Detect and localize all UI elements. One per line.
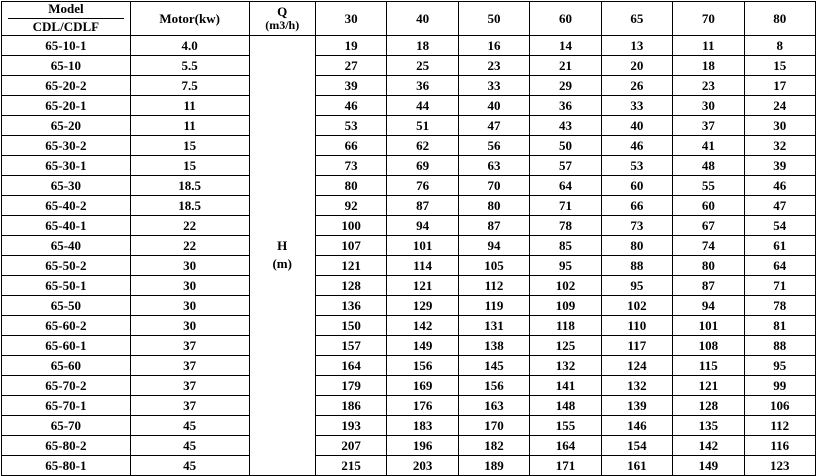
cell-head-70: 121 bbox=[673, 375, 744, 395]
table-row bbox=[2, 395, 816, 415]
cell-head-65: 26 bbox=[601, 75, 672, 95]
cell-head-50: 145 bbox=[458, 355, 529, 375]
cell-head-40: 87 bbox=[387, 195, 458, 215]
cell-model: 65-40-1 bbox=[2, 215, 131, 235]
table-row bbox=[2, 255, 816, 275]
cell-head-70: 135 bbox=[673, 415, 744, 435]
cell-head-70: 87 bbox=[673, 275, 744, 295]
cell-head-30: 193 bbox=[315, 415, 386, 435]
cell-head-70: 115 bbox=[673, 355, 744, 375]
cell-head-65: 53 bbox=[601, 155, 672, 175]
table-row bbox=[2, 215, 816, 235]
cell-head-65: 33 bbox=[601, 95, 672, 115]
cell-head-50: 70 bbox=[458, 175, 529, 195]
table-row bbox=[2, 275, 816, 295]
cell-head-40: 36 bbox=[387, 75, 458, 95]
header-flow-70: 70 bbox=[673, 2, 744, 36]
cell-motor: 4.0 bbox=[130, 35, 249, 55]
cell-head-65: 117 bbox=[601, 335, 672, 355]
cell-head-40: 169 bbox=[387, 375, 458, 395]
table-row bbox=[2, 315, 816, 335]
table-row bbox=[2, 55, 816, 75]
table-header-row bbox=[2, 2, 816, 36]
cell-model: 65-50 bbox=[2, 295, 131, 315]
cell-motor: 37 bbox=[130, 355, 249, 375]
cell-head-30: 92 bbox=[315, 195, 386, 215]
cell-head-50: 119 bbox=[458, 295, 529, 315]
cell-head-70: 23 bbox=[673, 75, 744, 95]
cell-head-65: 161 bbox=[601, 455, 672, 475]
cell-head-60: 43 bbox=[530, 115, 601, 135]
cell-head-50: 87 bbox=[458, 215, 529, 235]
cell-head-60: 171 bbox=[530, 455, 601, 475]
cell-motor: 37 bbox=[130, 335, 249, 355]
cell-head-30: 73 bbox=[315, 155, 386, 175]
cell-head-60: 141 bbox=[530, 375, 601, 395]
cell-motor: 30 bbox=[130, 255, 249, 275]
table-row bbox=[2, 35, 816, 55]
cell-head-80: 99 bbox=[744, 375, 815, 395]
cell-head-40: 101 bbox=[387, 235, 458, 255]
cell-model: 65-70 bbox=[2, 415, 131, 435]
cell-head-65: 154 bbox=[601, 435, 672, 455]
cell-head-50: 33 bbox=[458, 75, 529, 95]
cell-head-60: 36 bbox=[530, 95, 601, 115]
cell-head-40: 44 bbox=[387, 95, 458, 115]
cell-head-65: 124 bbox=[601, 355, 672, 375]
cell-head-70: 41 bbox=[673, 135, 744, 155]
cell-head-40: 176 bbox=[387, 395, 458, 415]
cell-head-70: 37 bbox=[673, 115, 744, 135]
header-flow-40: 40 bbox=[387, 2, 458, 36]
cell-head-80: 123 bbox=[744, 455, 815, 475]
cell-head-60: 125 bbox=[530, 335, 601, 355]
header-model bbox=[2, 2, 131, 36]
cell-model: 65-20-1 bbox=[2, 95, 131, 115]
cell-head-65: 20 bbox=[601, 55, 672, 75]
header-flowrate bbox=[249, 2, 315, 36]
cell-head-50: 138 bbox=[458, 335, 529, 355]
cell-head-60: 109 bbox=[530, 295, 601, 315]
cell-head-50: 131 bbox=[458, 315, 529, 335]
table-row bbox=[2, 455, 816, 475]
cell-head-60: 102 bbox=[530, 275, 601, 295]
cell-head-50: 170 bbox=[458, 415, 529, 435]
cell-head-80: 61 bbox=[744, 235, 815, 255]
cell-head-40: 18 bbox=[387, 35, 458, 55]
cell-head-30: 121 bbox=[315, 255, 386, 275]
cell-head-50: 163 bbox=[458, 395, 529, 415]
cell-motor: 45 bbox=[130, 415, 249, 435]
cell-head-50: 80 bbox=[458, 195, 529, 215]
cell-head-40: 149 bbox=[387, 335, 458, 355]
cell-head-65: 60 bbox=[601, 175, 672, 195]
cell-motor: 15 bbox=[130, 155, 249, 175]
cell-head-50: 182 bbox=[458, 435, 529, 455]
cell-head-40: 183 bbox=[387, 415, 458, 435]
cell-head-30: 19 bbox=[315, 35, 386, 55]
cell-head-70: 55 bbox=[673, 175, 744, 195]
cell-head-70: 108 bbox=[673, 335, 744, 355]
cell-head-65: 102 bbox=[601, 295, 672, 315]
cell-motor: 37 bbox=[130, 375, 249, 395]
table-row bbox=[2, 155, 816, 175]
cell-head-50: 63 bbox=[458, 155, 529, 175]
cell-model: 65-20 bbox=[2, 115, 131, 135]
cell-head-30: 136 bbox=[315, 295, 386, 315]
cell-model: 65-10 bbox=[2, 55, 131, 75]
cell-head-80: 17 bbox=[744, 75, 815, 95]
cell-head-50: 94 bbox=[458, 235, 529, 255]
cell-head-70: 94 bbox=[673, 295, 744, 315]
cell-head-40: 94 bbox=[387, 215, 458, 235]
table-row bbox=[2, 375, 816, 395]
cell-head-80: 64 bbox=[744, 255, 815, 275]
cell-head-70: 101 bbox=[673, 315, 744, 335]
cell-model: 65-30-2 bbox=[2, 135, 131, 155]
cell-head-30: 39 bbox=[315, 75, 386, 95]
cell-head-65: 139 bbox=[601, 395, 672, 415]
table-row bbox=[2, 195, 816, 215]
cell-head-70: 11 bbox=[673, 35, 744, 55]
table-row bbox=[2, 295, 816, 315]
cell-head-70: 30 bbox=[673, 95, 744, 115]
cell-head-60: 95 bbox=[530, 255, 601, 275]
cell-head-40: 25 bbox=[387, 55, 458, 75]
cell-head-70: 60 bbox=[673, 195, 744, 215]
cell-head-50: 16 bbox=[458, 35, 529, 55]
cell-head-65: 66 bbox=[601, 195, 672, 215]
cell-model: 65-20-2 bbox=[2, 75, 131, 95]
cell-model: 65-80-1 bbox=[2, 455, 131, 475]
cell-head-30: 46 bbox=[315, 95, 386, 115]
cell-head-80: 78 bbox=[744, 295, 815, 315]
cell-head-30: 186 bbox=[315, 395, 386, 415]
head-symbol: H bbox=[277, 238, 288, 254]
cell-motor: 45 bbox=[130, 435, 249, 455]
cell-motor: 22 bbox=[130, 215, 249, 235]
cell-motor: 37 bbox=[130, 395, 249, 415]
cell-head-30: 53 bbox=[315, 115, 386, 135]
cell-motor: 5.5 bbox=[130, 55, 249, 75]
cell-model: 65-50-1 bbox=[2, 275, 131, 295]
cell-head-80: 47 bbox=[744, 195, 815, 215]
header-model-top: Model bbox=[48, 1, 84, 16]
cell-motor: 45 bbox=[130, 455, 249, 475]
cell-model: 65-10-1 bbox=[2, 35, 131, 55]
cell-head-60: 132 bbox=[530, 355, 601, 375]
cell-head-60: 118 bbox=[530, 315, 601, 335]
cell-head-40: 196 bbox=[387, 435, 458, 455]
cell-motor: 22 bbox=[130, 235, 249, 255]
cell-head-80: 116 bbox=[744, 435, 815, 455]
cell-head-30: 179 bbox=[315, 375, 386, 395]
table-row bbox=[2, 435, 816, 455]
cell-head-40: 121 bbox=[387, 275, 458, 295]
head-unit: (m) bbox=[272, 256, 292, 272]
cell-model: 65-30 bbox=[2, 175, 131, 195]
cell-head-60: 78 bbox=[530, 215, 601, 235]
cell-head-60: 57 bbox=[530, 155, 601, 175]
table-row bbox=[2, 75, 816, 95]
header-flow-50: 50 bbox=[458, 2, 529, 36]
cell-head-40: 142 bbox=[387, 315, 458, 335]
table-row bbox=[2, 175, 816, 195]
cell-head-65: 46 bbox=[601, 135, 672, 155]
header-flow-60: 60 bbox=[530, 2, 601, 36]
cell-head-40: 51 bbox=[387, 115, 458, 135]
cell-head-65: 88 bbox=[601, 255, 672, 275]
cell-head-50: 23 bbox=[458, 55, 529, 75]
cell-head-70: 67 bbox=[673, 215, 744, 235]
cell-head-60: 155 bbox=[530, 415, 601, 435]
cell-head-30: 164 bbox=[315, 355, 386, 375]
cell-head-30: 150 bbox=[315, 315, 386, 335]
cell-head-60: 71 bbox=[530, 195, 601, 215]
cell-motor: 11 bbox=[130, 95, 249, 115]
cell-head-65: 40 bbox=[601, 115, 672, 135]
cell-head-60: 85 bbox=[530, 235, 601, 255]
cell-head-80: 24 bbox=[744, 95, 815, 115]
pump-performance-table bbox=[1, 1, 816, 476]
cell-head-70: 142 bbox=[673, 435, 744, 455]
head-axis-label bbox=[249, 35, 315, 475]
cell-model: 65-80-2 bbox=[2, 435, 131, 455]
table-row bbox=[2, 135, 816, 155]
cell-head-30: 215 bbox=[315, 455, 386, 475]
cell-model: 65-60 bbox=[2, 355, 131, 375]
cell-head-65: 80 bbox=[601, 235, 672, 255]
cell-head-40: 156 bbox=[387, 355, 458, 375]
cell-head-60: 64 bbox=[530, 175, 601, 195]
cell-head-50: 189 bbox=[458, 455, 529, 475]
table-row bbox=[2, 235, 816, 255]
cell-model: 65-50-2 bbox=[2, 255, 131, 275]
cell-head-40: 114 bbox=[387, 255, 458, 275]
cell-head-80: 15 bbox=[744, 55, 815, 75]
cell-head-80: 32 bbox=[744, 135, 815, 155]
cell-head-40: 69 bbox=[387, 155, 458, 175]
header-model-bottom: CDL/CDLF bbox=[32, 18, 100, 34]
cell-head-40: 203 bbox=[387, 455, 458, 475]
cell-head-80: 30 bbox=[744, 115, 815, 135]
cell-head-60: 14 bbox=[530, 35, 601, 55]
cell-head-40: 76 bbox=[387, 175, 458, 195]
table-row bbox=[2, 95, 816, 115]
cell-motor: 30 bbox=[130, 315, 249, 335]
cell-head-30: 27 bbox=[315, 55, 386, 75]
cell-head-30: 128 bbox=[315, 275, 386, 295]
cell-model: 65-70-1 bbox=[2, 395, 131, 415]
cell-head-70: 18 bbox=[673, 55, 744, 75]
cell-head-30: 66 bbox=[315, 135, 386, 155]
cell-motor: 15 bbox=[130, 135, 249, 155]
cell-head-70: 128 bbox=[673, 395, 744, 415]
cell-model: 65-70-2 bbox=[2, 375, 131, 395]
cell-model: 65-40-2 bbox=[2, 195, 131, 215]
cell-head-80: 54 bbox=[744, 215, 815, 235]
cell-motor: 7.5 bbox=[130, 75, 249, 95]
header-flowrate-unit: (m3/h) bbox=[265, 17, 300, 32]
cell-head-70: 149 bbox=[673, 455, 744, 475]
cell-head-50: 112 bbox=[458, 275, 529, 295]
cell-head-80: 46 bbox=[744, 175, 815, 195]
cell-head-70: 80 bbox=[673, 255, 744, 275]
cell-head-60: 148 bbox=[530, 395, 601, 415]
cell-head-30: 80 bbox=[315, 175, 386, 195]
table-row bbox=[2, 355, 816, 375]
cell-head-80: 106 bbox=[744, 395, 815, 415]
cell-head-65: 95 bbox=[601, 275, 672, 295]
cell-head-80: 112 bbox=[744, 415, 815, 435]
header-motor: Motor(kw) bbox=[130, 2, 249, 36]
cell-motor: 18.5 bbox=[130, 175, 249, 195]
cell-motor: 11 bbox=[130, 115, 249, 135]
cell-head-50: 105 bbox=[458, 255, 529, 275]
cell-model: 65-30-1 bbox=[2, 155, 131, 175]
cell-head-50: 47 bbox=[458, 115, 529, 135]
cell-motor: 18.5 bbox=[130, 195, 249, 215]
cell-head-40: 62 bbox=[387, 135, 458, 155]
cell-head-80: 88 bbox=[744, 335, 815, 355]
cell-head-80: 71 bbox=[744, 275, 815, 295]
cell-head-30: 157 bbox=[315, 335, 386, 355]
cell-head-60: 50 bbox=[530, 135, 601, 155]
table-row bbox=[2, 115, 816, 135]
cell-head-65: 132 bbox=[601, 375, 672, 395]
cell-head-60: 29 bbox=[530, 75, 601, 95]
cell-model: 65-40 bbox=[2, 235, 131, 255]
header-flowrate-symbol: Q bbox=[277, 3, 288, 19]
cell-head-30: 107 bbox=[315, 235, 386, 255]
pump-performance-sheet bbox=[0, 1, 817, 473]
cell-head-50: 40 bbox=[458, 95, 529, 115]
cell-head-60: 164 bbox=[530, 435, 601, 455]
header-flow-80: 80 bbox=[744, 2, 815, 36]
cell-head-40: 129 bbox=[387, 295, 458, 315]
cell-head-80: 95 bbox=[744, 355, 815, 375]
cell-head-65: 13 bbox=[601, 35, 672, 55]
cell-model: 65-60-2 bbox=[2, 315, 131, 335]
cell-head-50: 56 bbox=[458, 135, 529, 155]
cell-head-65: 110 bbox=[601, 315, 672, 335]
cell-model: 65-60-1 bbox=[2, 335, 131, 355]
cell-head-70: 74 bbox=[673, 235, 744, 255]
cell-head-30: 100 bbox=[315, 215, 386, 235]
cell-head-50: 156 bbox=[458, 375, 529, 395]
header-flow-30: 30 bbox=[315, 2, 386, 36]
cell-head-65: 146 bbox=[601, 415, 672, 435]
cell-motor: 30 bbox=[130, 295, 249, 315]
table-row bbox=[2, 415, 816, 435]
cell-head-80: 81 bbox=[744, 315, 815, 335]
cell-head-80: 39 bbox=[744, 155, 815, 175]
cell-head-70: 48 bbox=[673, 155, 744, 175]
cell-head-30: 207 bbox=[315, 435, 386, 455]
table-body bbox=[2, 35, 816, 475]
cell-head-60: 21 bbox=[530, 55, 601, 75]
cell-motor: 30 bbox=[130, 275, 249, 295]
cell-head-80: 8 bbox=[744, 35, 815, 55]
cell-head-65: 73 bbox=[601, 215, 672, 235]
header-flow-65: 65 bbox=[601, 2, 672, 36]
table-row bbox=[2, 335, 816, 355]
